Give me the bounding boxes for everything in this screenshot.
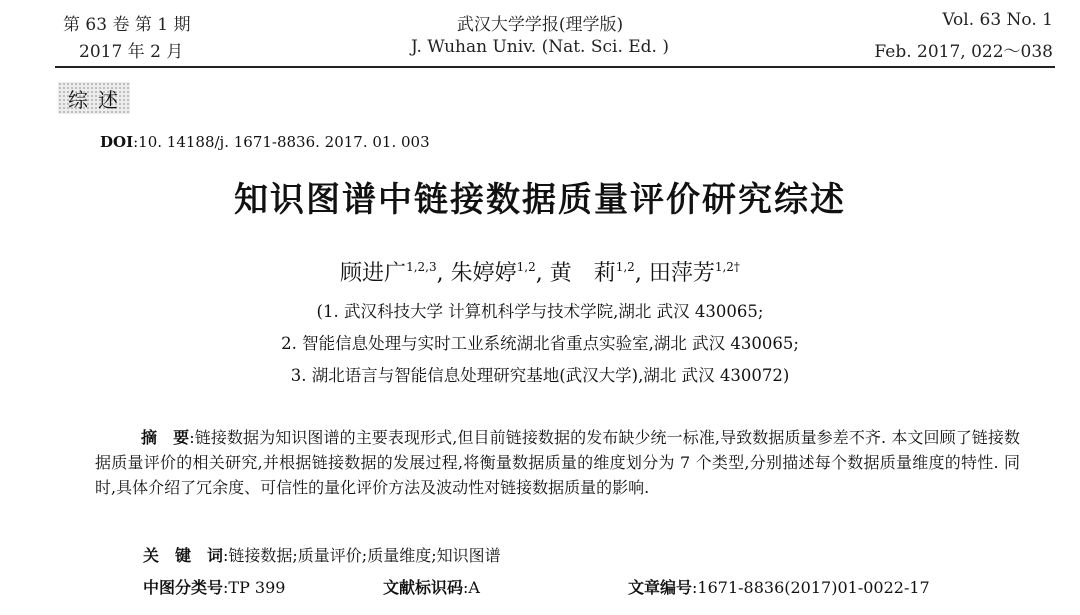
affiliation-3: 3. 湖北语言与智能信息处理研究基地(武汉大学),湖北 武汉 430072) <box>290 366 790 385</box>
article-number-label: 文章编号 <box>628 578 693 597</box>
page-range: Feb. 2017, 022～038 <box>874 42 1053 62</box>
keywords-label: 关 键 词 <box>143 546 224 565</box>
author-name: 顾进广 <box>340 261 407 286</box>
author-affiliation-mark: 1,2† <box>714 260 740 274</box>
journal-name-en: J. Wuhan Univ. (Nat. Sci. Ed. ) <box>410 37 669 57</box>
doi-label: DOI <box>100 133 134 151</box>
author-name: 田萍芳 <box>648 261 715 286</box>
article-number-value: :1671-8836(2017)01-0022-17 <box>692 578 930 597</box>
affiliation-2: 2. 智能信息处理与实时工业系统湖北省重点实验室,湖北 武汉 430065; <box>281 334 799 353</box>
volume-issue: 第 63 卷 第 1 期 <box>63 15 191 35</box>
doi-value: :10. 14188/j. 1671-8836. 2017. 01. 003 <box>133 133 430 151</box>
document-code-value: :A <box>463 578 480 597</box>
author-name: 朱婷婷 <box>450 261 517 286</box>
affiliation-1: (1. 武汉科技大学 计算机科学与技术学院,湖北 武汉 430065; <box>316 302 764 321</box>
article-number-line <box>628 575 930 598</box>
abstract-text: :链接数据为知识图谱的主要表现形式,但目前链接数据的发布缺少统一标准,导致数据质量参差不齐. 本文回顾了链接数据质量评价的相关研究,并根据链接数据的发展过程,将衡量数据质量的维度划分为 7 个类型,分别描述每个数据质量维度的特性. 同时,具体介绍了冗余度、可信性的量化评价方法及波动性对链接数据质量的影响. <box>95 428 1020 497</box>
keywords-line <box>143 543 501 566</box>
abstract-label: 摘 要 <box>141 428 190 447</box>
header-divider <box>55 66 1055 68</box>
publication-date: 2017 年 2 月 <box>79 42 184 62</box>
doi-line <box>100 133 430 151</box>
classification-line <box>143 575 285 598</box>
journal-name-cn: 武汉大学学报(理学版) <box>456 15 624 35</box>
author-affiliation-mark: 1,2,3 <box>406 260 437 274</box>
author-affiliation-mark: 1,2 <box>516 260 536 274</box>
author-name: 黄 莉 <box>549 261 616 286</box>
volume-issue-en: Vol. 63 No. 1 <box>942 10 1053 30</box>
author-affiliation-mark: 1,2 <box>615 260 635 274</box>
document-code-label: 文献标识码 <box>383 578 464 597</box>
section-tag: 综述 <box>58 82 130 114</box>
keywords-text: :链接数据;质量评价;质量维度;知识图谱 <box>223 546 501 565</box>
author-list: 顾进广$^{1,2,3}$, 朱婷婷$^{1,2}$, 黄 莉$^{1,2}$, 田萍芳$^{1,2\dagger}$ <box>340 260 740 286</box>
document-code-line <box>383 575 480 598</box>
abstract <box>95 425 1020 500</box>
paper-title: 知识图谱中链接数据质量评价研究综述 <box>234 180 846 220</box>
classification-label: 中图分类号 <box>143 578 224 597</box>
classification-value: :TP 399 <box>223 578 286 597</box>
